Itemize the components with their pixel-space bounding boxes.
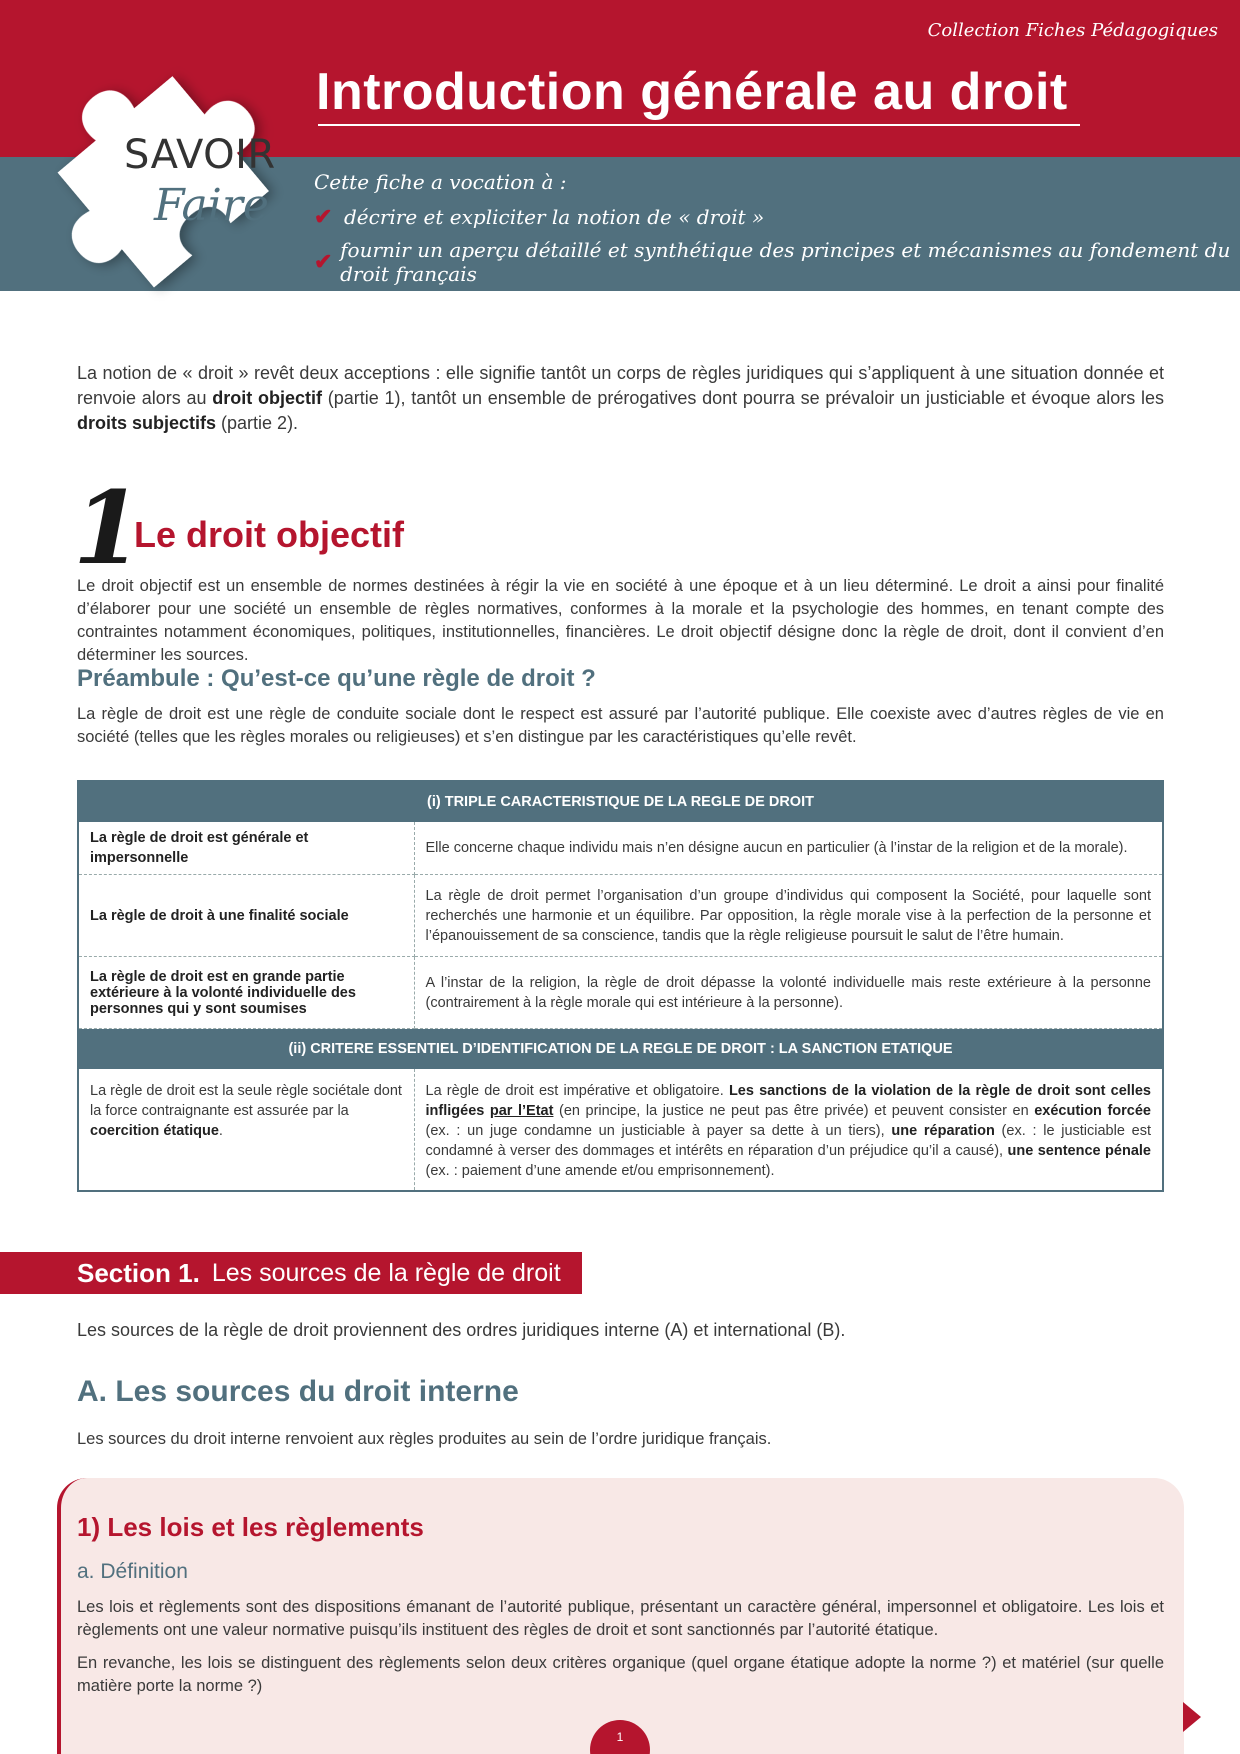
cell-text: La règle de droit est impérative et obligatoire.: [425, 1083, 729, 1099]
section-paragraph: Les sources de la règle de droit proviennent des ordres juridiques interne (A) et international (B).: [77, 1320, 846, 1340]
subsection-paragraph: Les sources du droit interne renvoient aux règles produites au sein de l’ordre juridique français.: [77, 1430, 772, 1448]
next-page-arrow-icon[interactable]: [1183, 1702, 1201, 1732]
vocation-item: [314, 204, 1240, 230]
table-cell-text: A l’instar de la religion, la règle de droit dépasse la volonté individuelle mais reste extérieure à la personne (contrairement à la règle morale qui est intérieure à la personne).: [414, 957, 1163, 1029]
vocation-block: [314, 170, 1240, 294]
page-title: Introduction générale au droit: [316, 63, 1068, 121]
table-row: [78, 957, 1163, 1029]
cell-text: La règle de droit est la seule règle sociétale dont la force contraignante est assurée par la: [90, 1083, 402, 1119]
table-cell-text: [414, 1069, 1163, 1191]
cell-text: (ex. : paiement d’une amende et/ou emprisonnement).: [425, 1163, 775, 1179]
table-cell-text: Elle concerne chaque individu mais n’en désigne aucun en particulier (à l’instar de la religion et de la morale).: [414, 822, 1163, 875]
section-title: Les sources de la règle de droit: [211, 1258, 561, 1287]
cell-text: (ex. : un juge condamne un justiciable à payer sa dette à un tiers),: [425, 1123, 892, 1139]
part-number: 1: [73, 469, 143, 587]
vocation-item: [314, 238, 1240, 286]
vocation-item-text: décrire et expliciter la notion de « droit »: [344, 205, 765, 229]
cell-underline: par l’Etat: [489, 1103, 554, 1119]
table-cell-text: La règle de droit permet l’organisation d’un groupe d’individus qui composent la Société, pour laquelle sont recherchés une harmonie et un équilibre. Par opposition, la règle morale vise à la perfection de la personne et l’épanouissement de sa conscience, tandis que la règle religieuse poursuit le salut de l’être humain.: [414, 875, 1163, 957]
box-paragraph: Les lois et règlements sont des dispositions émanant de l’autorité publique, présentant un caractère général, impersonnel et obligatoire. Les lois et règlements ont une valeur normative puisqu’ils instituent des règles de droit et sont sanctionnés par l’autorité étatique.: [77, 1598, 1164, 1639]
vocation-intro: Cette fiche a vocation à :: [314, 170, 567, 194]
cell-bold: coercition étatique: [90, 1123, 219, 1139]
table-cell-label: La règle de droit à une finalité sociale: [78, 875, 414, 957]
box-subtitle: a. Définition: [77, 1560, 188, 1583]
table-cell-label: [78, 1069, 414, 1191]
puzzle-piece-icon: [30, 48, 290, 308]
preambule-paragraph: La règle de droit est une règle de conduite sociale dont le respect est assuré par l’autorité publique. Elle coexiste avec d’autres règles de vie en société (telles que les règles morales ou religieuses) et s’en distingue par les caractéristiques qu’elle revêt.: [77, 705, 1164, 746]
table-header: (ii) CRITERE ESSENTIEL D’IDENTIFICATION DE LA REGLE DE DROIT : LA SANCTION ETATIQUE: [78, 1029, 1163, 1070]
part-paragraph: Le droit objectif est un ensemble de normes destinées à régir la vie en société à une époque et à un lieu déterminé. Le droit a ainsi pour finalité d’élaborer pour une société un ensemble de règles normatives, conformes à la morale et la psychologie des hommes, en tenant compte des contraintes notamment économiques, politiques, institutionnelles, financières. Le droit objectif désigne donc la règle de droit, dont il convient d’en déterminer les sources.: [77, 577, 1164, 664]
page-number: 1: [590, 1720, 650, 1754]
table-header: (i) TRIPLE CARACTERISTIQUE DE LA REGLE DE DROIT: [78, 781, 1163, 822]
cell-text: (en principe, la justice ne peut pas être privée) et peuvent consister en: [553, 1103, 1035, 1119]
subsection-heading: A. Les sources du droit interne: [77, 1375, 519, 1408]
cell-bold: exécution forcée: [1034, 1103, 1151, 1119]
vocation-item-text: fournir un aperçu détaillé et synthétique des principes et mécanismes au fondement du droit français: [340, 238, 1231, 286]
table-row: [78, 875, 1163, 957]
preambule-heading: Préambule : Qu’est-ce qu’une règle de droit ?: [77, 665, 596, 692]
intro-text: (partie 2).: [216, 413, 299, 433]
table-row: [78, 822, 1163, 875]
collection-label: Collection Fiches Pédagogiques: [927, 20, 1218, 41]
intro-text: La notion de « droit » revêt deux acceptions : elle signifie tantôt un corps de règles juridiques qui s’appliquent à une situation donnée et renvoie alors au: [77, 363, 1164, 408]
section-number: Section 1.: [77, 1257, 200, 1288]
characteristics-table: [77, 780, 1164, 1192]
title-underline: [318, 124, 1080, 126]
cell-bold: une sentence pénale: [1007, 1143, 1151, 1159]
section-banner: [0, 1252, 582, 1294]
table-row: [78, 1069, 1163, 1191]
table-header-row: [78, 781, 1163, 822]
box-title: 1) Les lois et les règlements: [77, 1512, 424, 1542]
intro-bold: droits subjectifs: [77, 413, 217, 433]
badge-savoir: SAVOIR: [124, 132, 276, 178]
table-cell-label: La règle de droit est en grande partie extérieure à la volonté individuelle des personnes qui y sont soumises: [78, 957, 414, 1029]
badge-faire: Faire: [154, 180, 269, 231]
table-cell-label: La règle de droit est générale et impersonnelle: [78, 822, 414, 875]
part-title: Le droit objectif: [134, 514, 404, 555]
intro-text: (partie 1), tantôt un ensemble de prérogatives dont pourra se prévaloir un justiciable et évoque alors les: [322, 388, 1164, 408]
cell-text: .: [218, 1123, 223, 1139]
cell-text: (ex. : le justiciable est condamné à verser des dommages et intérêts en réparation d’un préjudice qu’il a causé),: [425, 1123, 1151, 1159]
box-paragraph: En revanche, les lois se distinguent des règlements selon deux critères organique (quel organe étatique adopte la norme ?) et matériel (sur quelle matière porte la norme ?): [77, 1654, 1164, 1695]
cell-bold: Les sanctions de la violation de la règle de droit sont celles infligées: [425, 1083, 1151, 1119]
table-header-row: [78, 1029, 1163, 1070]
checkmark-icon: ✔: [314, 249, 333, 275]
cell-bold: une réparation: [891, 1123, 995, 1139]
intro-paragraph: [77, 361, 1164, 436]
checkmark-icon: ✔: [314, 204, 333, 230]
intro-bold: droit objectif: [212, 388, 323, 408]
